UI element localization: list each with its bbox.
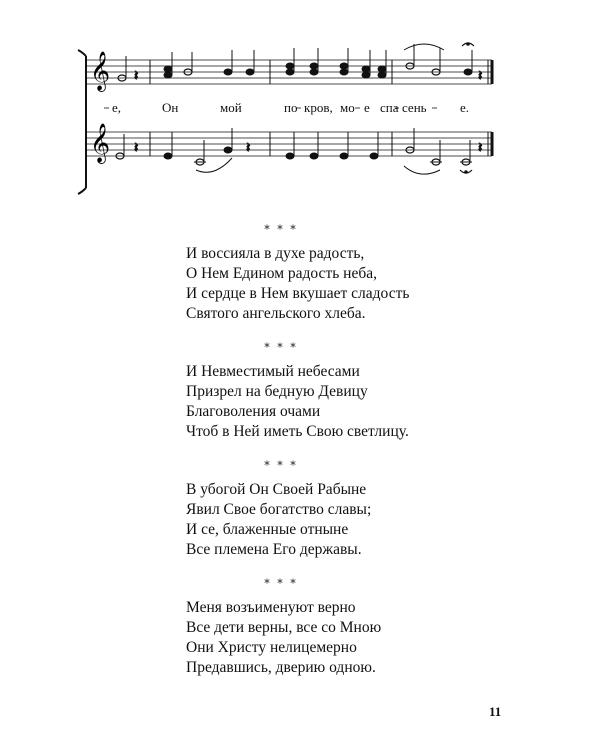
stanza-separator: * * * [264,577,298,590]
verse-line: И сердце в Нем вкушает сладость [186,285,410,302]
svg-text:𝄽: 𝄽 [246,140,251,156]
verse-line: Все племена Его державы. [186,541,362,558]
stanza [186,224,526,324]
verse-line: Меня возъименуют верно [186,599,356,616]
system-bracket [78,50,86,194]
verse-line: Предавшись, дверию одною. [186,659,376,676]
verse-line: И се, блаженные отныне [186,521,349,538]
stanza-separator: * * * [264,223,298,236]
lyric-syllable: кров, [304,100,333,115]
page-number: 11 [489,704,502,719]
lower-staff [86,132,492,156]
verse-line: И Невместимый небесами [186,363,360,380]
verse-line: Благоволения очами [186,403,321,420]
svg-text:𝄽: 𝄽 [134,140,139,156]
stanza [186,342,526,442]
music-score [0,0,600,200]
stanza-separator: * * * [264,459,298,472]
svg-text:𝄽: 𝄽 [478,140,483,156]
stanza [186,578,526,678]
lyric-syllable: по [284,100,298,115]
verse-line: Все дети верны, все со Мною [186,619,382,636]
lyric-syllable: спа [380,100,399,115]
lower-notes [116,128,482,174]
verse-line: В убогой Он Своей Рабыне [186,481,367,498]
verse-line: Чтоб в Ней иметь Свою светлицу. [186,423,409,440]
lyric-syllable: сень [402,100,427,115]
svg-text:𝄽: 𝄽 [478,68,483,84]
lyric-syllable: мо [340,100,355,115]
verse-line: Они Христу нелицемерно [186,639,357,656]
lyric-syllable: Он [162,100,179,115]
verse-line: Святого ангельского хлеба. [186,305,366,322]
verse-line: И воссияла в духе радость, [186,245,365,262]
verse-line: Призрел на бедную Девицу [186,383,368,400]
treble-clef-upper: 𝄞 [90,51,111,91]
verse-line: О Нем Едином радость неба, [186,265,377,282]
verse-line: Явил Свое богатство славы; [186,501,372,518]
stanza-separator: * * * [264,341,298,354]
treble-clef-lower: 𝄞 [90,123,111,163]
svg-text:𝄽: 𝄽 [134,68,139,84]
lyric-syllable: мой [220,100,242,115]
lyric-syllable: е. [460,100,470,115]
stanza [186,460,526,560]
lyrics-row [112,100,469,115]
poem [186,224,526,696]
lyric-syllable: е [364,100,370,115]
lyric-syllable: е, [112,100,122,115]
